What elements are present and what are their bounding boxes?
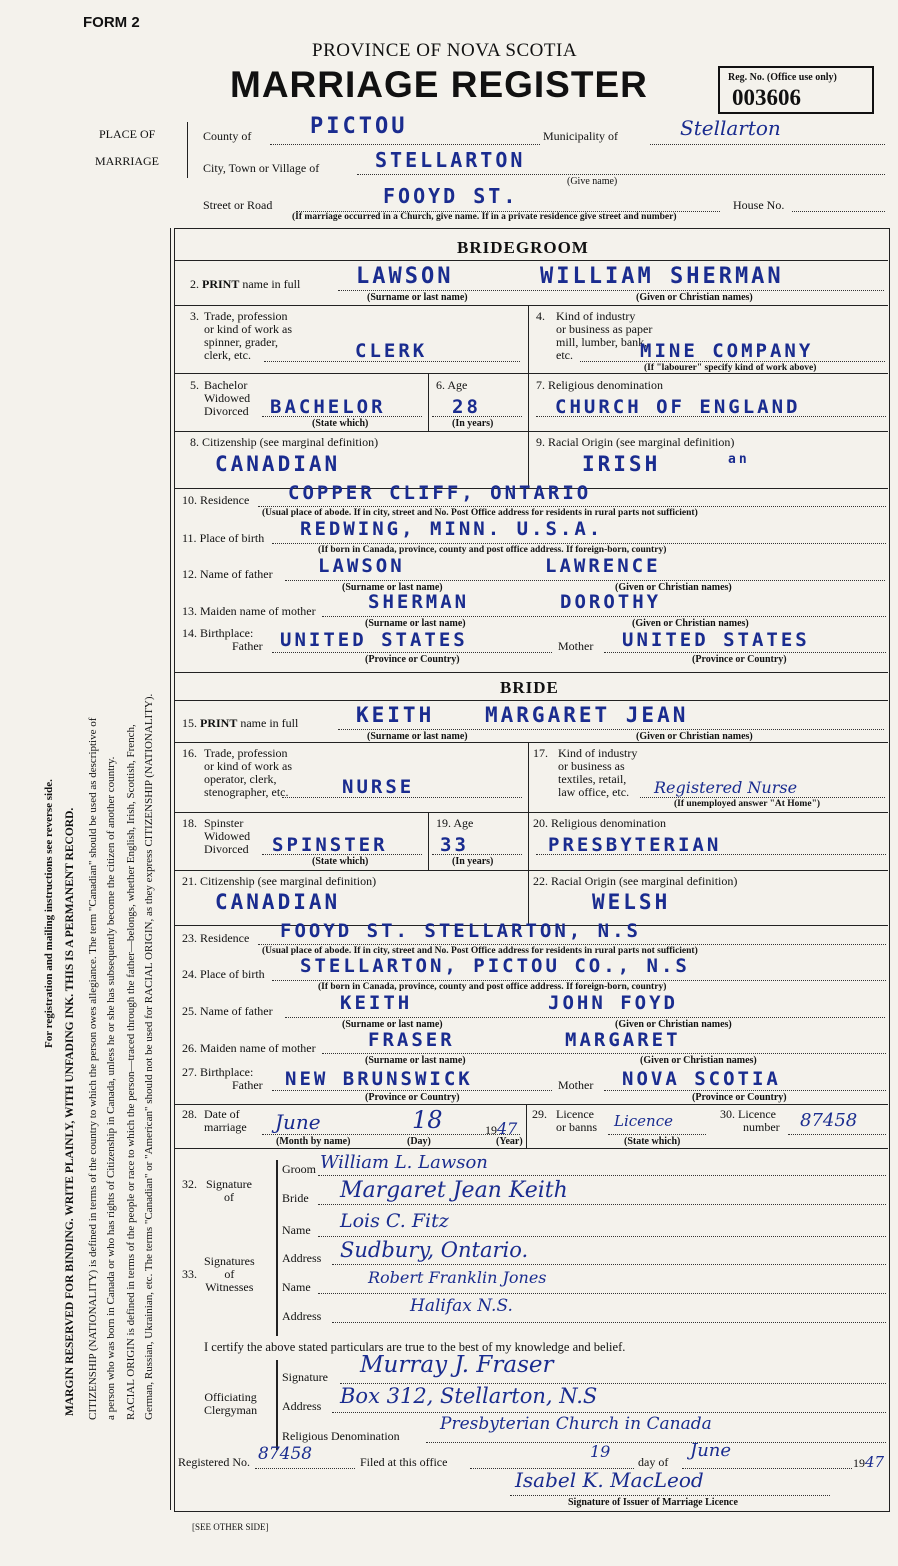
- witness-label-2: of: [224, 1267, 235, 1281]
- bride-mother-given: MARGARET: [565, 1029, 681, 1051]
- bride-mother-label: Maiden name of mother: [200, 1041, 316, 1055]
- bride-citizenship-num: 21.: [182, 874, 197, 888]
- bride-trade-l4: stenographer, etc.: [204, 785, 289, 799]
- w2-address: Halifax N.S.: [410, 1296, 513, 1316]
- groom-status-l1: Bachelor: [204, 378, 248, 392]
- groom-status-note: (State which): [312, 418, 369, 429]
- groom-residence-num: 10.: [182, 493, 197, 507]
- bride-given: MARGARET JEAN: [485, 703, 689, 727]
- sidebar-citizenship-1: CITIZENSHIP (NATIONALITY) is defined in terms of the country to which the person owes allegiance. The term "Canadian" should be used as descriptive of: [87, 717, 99, 1420]
- year-note: (Year): [496, 1136, 523, 1147]
- bride-trade-num: 16.: [182, 746, 197, 760]
- sig-label-1: Signature: [206, 1177, 252, 1191]
- filed-label: Filed at this office: [360, 1455, 448, 1469]
- form-number: FORM 2: [83, 14, 140, 31]
- bride-age-note: (In years): [452, 856, 494, 867]
- clergy-sig-label: Signature: [282, 1370, 328, 1384]
- marriage-year: 47: [497, 1119, 518, 1138]
- filed-month: June: [690, 1440, 732, 1461]
- bride-ind-l1: Kind of industry: [558, 746, 638, 760]
- filed-year: 47: [865, 1453, 885, 1471]
- groom-signature: William L. Lawson: [320, 1152, 488, 1173]
- groom-age-label: Age: [447, 378, 468, 392]
- bride-status-num: 18.: [182, 816, 197, 830]
- licence-label-1: Licence: [556, 1107, 594, 1121]
- bride-father-surname-note: (Surname or last name): [342, 1019, 443, 1030]
- w1-address-label: Address: [282, 1251, 322, 1265]
- licence-number-num: 30.: [720, 1107, 735, 1121]
- groom-race-num: 9.: [536, 435, 545, 449]
- groom-mother-given-note: (Given or Christian names): [632, 618, 749, 629]
- clergy-label-1: Officiating: [204, 1390, 257, 1404]
- place-note: (If marriage occurred in a Church, give name. If in a private residence give street and number): [292, 212, 677, 222]
- groom-religion: CHURCH OF ENGLAND: [555, 396, 801, 418]
- groom-religion-label: Religious denomination: [548, 378, 663, 392]
- groom-given-note: (Given or Christian names): [636, 292, 753, 303]
- groom-residence-label: Residence: [200, 493, 250, 507]
- w2-address-label: Address: [282, 1309, 322, 1323]
- bride-father-given: JOHN FOYD: [548, 992, 678, 1014]
- bride-age: 33: [440, 834, 469, 856]
- county-value: PICTOU: [310, 114, 408, 139]
- house-label: House No.: [733, 198, 785, 212]
- groom-age-num: 6.: [436, 378, 445, 392]
- clergy-denom-label: Religious Denomination: [282, 1429, 400, 1443]
- groom-citizenship: CANADIAN: [215, 452, 341, 476]
- bride-mother-given-note: (Given or Christian names): [640, 1055, 757, 1066]
- date-label-2: marriage: [204, 1120, 247, 1134]
- groom-bp-mother-note: (Province or Country): [692, 654, 787, 665]
- bride-father-surname: KEITH: [340, 992, 413, 1014]
- municipality-label: Municipality of: [543, 129, 618, 143]
- bride-pob-label: Place of birth: [200, 967, 265, 981]
- licence-number: 87458: [800, 1110, 858, 1131]
- groom-trade: CLERK: [355, 340, 428, 362]
- groom-ind-l1: Kind of industry: [556, 309, 636, 323]
- bride-name-num: 15.: [182, 716, 197, 730]
- sig-num: 32.: [182, 1177, 197, 1191]
- give-name-note: (Give name): [567, 176, 618, 187]
- registered-label: Registered No.: [178, 1455, 250, 1469]
- groom-heading: BRIDEGROOM: [457, 238, 589, 257]
- groom-ind-l4: etc.: [556, 348, 573, 362]
- certify-text: I certify the above stated particulars are true to the best of my knowledge and belief.: [204, 1340, 626, 1354]
- groom-residence: COPPER CLIFF, ONTARIO: [288, 482, 592, 504]
- groom-bp-mother-label: Mother: [558, 639, 594, 653]
- bride-trade: NURSE: [342, 776, 415, 798]
- bride-citizenship-label: Citizenship (see marginal definition): [200, 874, 377, 888]
- groom-status-num: 5.: [190, 378, 199, 392]
- bride-father-given-note: (Given or Christian names): [615, 1019, 732, 1030]
- sidebar-racial-2: German, Russian, Ukrainian, etc. The terms "Canadian" or "American" should not be used for RACIAL ORIGIN, as they express CITIZENSHIP (NATIONALITY).: [143, 693, 155, 1420]
- bride-status-note: (State which): [312, 856, 369, 867]
- w2-name-label: Name: [282, 1280, 311, 1294]
- pob-note: (If born in Canada, province, county and post office address. If foreign-born, country): [318, 545, 667, 555]
- province-heading: PROVINCE OF NOVA SCOTIA: [312, 40, 578, 61]
- reg-number-label: Reg. No. (Office use only): [728, 72, 837, 83]
- groom-sig-label: Groom: [282, 1162, 316, 1176]
- date-label-1: Date of: [204, 1107, 240, 1121]
- bride-ind-l3: textiles, retail,: [558, 772, 627, 786]
- groom-father-label: Name of father: [200, 567, 273, 581]
- groom-race: IRISH: [582, 452, 661, 476]
- sidebar-racial-1: RACIAL ORIGIN is defined in terms of the people or race to which the person—traced through the father—belongs, whether English, Irish, Scottish, French,: [125, 724, 137, 1420]
- bride-mother-num: 26.: [182, 1041, 197, 1055]
- groom-surname: LAWSON: [356, 264, 454, 289]
- groom-bp-father: UNITED STATES: [280, 629, 468, 651]
- bride-status-l3: Divorced: [204, 842, 249, 856]
- bride-surname: KEITH: [356, 703, 435, 727]
- groom-race-extra: an: [728, 452, 750, 467]
- groom-citizenship-num: 8.: [190, 435, 199, 449]
- sidebar-binding-note: MARGIN RESERVED FOR BINDING. WRITE PLAINLY, WITH UNFADING INK. THIS IS A PERMANENT RECORD.: [64, 807, 76, 1416]
- residence-note: (Usual place of abode. If in city, street and No. Post Office address for residents in rural parts not sufficient): [262, 508, 698, 518]
- street-value: FOOYD ST.: [383, 184, 519, 208]
- groom-age: 28: [452, 396, 481, 418]
- groom-ind-l3: mill, lumber, bank,: [556, 335, 648, 349]
- groom-mother-num: 13.: [182, 604, 197, 618]
- groom-trade-l4: clerk, etc.: [204, 348, 251, 362]
- clergy-address-label: Address: [282, 1399, 322, 1413]
- bride-bp-father: NEW BRUNSWICK: [285, 1068, 473, 1090]
- groom-trade-l3: spinner, grader,: [204, 335, 279, 349]
- date-num: 28.: [182, 1107, 197, 1121]
- municipality-value: Stellarton: [680, 116, 781, 140]
- groom-trade-l1: Trade, profession: [204, 309, 288, 323]
- groom-trade-num: 3.: [190, 309, 199, 323]
- groom-mother-given: DOROTHY: [560, 591, 662, 613]
- groom-pob: REDWING, MINN. U.S.A.: [300, 518, 604, 540]
- groom-mother-label: Maiden name of mother: [200, 604, 316, 618]
- place-label-1: PLACE OF: [99, 127, 156, 141]
- licence-num: 29.: [532, 1107, 547, 1121]
- groom-status-l3: Divorced: [204, 404, 249, 418]
- filed-day: 19: [590, 1442, 611, 1461]
- reg-number-box: [718, 66, 874, 114]
- licence-number-label-1: Licence: [738, 1107, 776, 1121]
- bride-birthplace-label: Birthplace:: [200, 1065, 254, 1079]
- groom-bp-father-note: (Province or Country): [365, 654, 460, 665]
- bride-mother-surname: FRASER: [368, 1029, 455, 1051]
- groom-status: BACHELOR: [270, 396, 386, 418]
- place-label-2: MARRIAGE: [95, 154, 160, 168]
- groom-age-note: (In years): [452, 418, 494, 429]
- bride-ind-l4: law office, etc.: [558, 785, 630, 799]
- see-other-side: [SEE OTHER SIDE]: [192, 1522, 269, 1532]
- groom-father-given: LAWRENCE: [545, 555, 661, 577]
- groom-father-num: 12.: [182, 567, 197, 581]
- bride-age-label: Age: [453, 816, 474, 830]
- bride-signature: Margaret Jean Keith: [340, 1178, 568, 1203]
- bride-industry: Registered Nurse: [654, 778, 798, 797]
- w1-address: Sudbury, Ontario.: [340, 1238, 529, 1262]
- bride-industry-note: (If unemployed answer "At Home"): [674, 799, 821, 809]
- groom-name-print: PRINT: [202, 277, 240, 291]
- groom-name-label: name in full: [242, 277, 301, 291]
- bride-residence: FOOYD ST. STELLARTON, N.S: [280, 920, 641, 942]
- bride-bp-father-label: Father: [232, 1078, 263, 1092]
- groom-race-label: Racial Origin (see marginal definition): [548, 435, 735, 449]
- bride-trade-l2: or kind of work as: [204, 759, 292, 773]
- groom-father-given-note: (Given or Christian names): [615, 582, 732, 593]
- clergy-signature: Murray J. Fraser: [360, 1352, 554, 1378]
- registered-number: 87458: [258, 1444, 313, 1464]
- bride-heading: BRIDE: [500, 678, 559, 697]
- bride-bp-father-note: (Province or Country): [365, 1092, 460, 1103]
- groom-mother-surname: SHERMAN: [368, 591, 470, 613]
- groom-citizenship-label: Citizenship (see marginal definition): [202, 435, 379, 449]
- witness-num: 33.: [182, 1267, 197, 1281]
- filed-day-label: day of: [638, 1455, 669, 1469]
- groom-bp-mother: UNITED STATES: [622, 629, 810, 651]
- bride-name-print: PRINT: [200, 716, 238, 730]
- day-note: (Day): [407, 1136, 431, 1147]
- groom-pob-num: 11.: [182, 531, 197, 545]
- bride-given-note: (Given or Christian names): [636, 731, 753, 742]
- groom-pob-label: Place of birth: [199, 531, 265, 545]
- w2-name: Robert Franklin Jones: [368, 1268, 547, 1287]
- issuer-signature: Isabel K. MacLeod: [515, 1468, 704, 1492]
- bride-pob: STELLARTON, PICTOU CO., N.S: [300, 955, 690, 977]
- bride-religion-num: 20.: [533, 816, 548, 830]
- licence-note: (State which): [624, 1136, 681, 1147]
- licence-type: Licence: [614, 1112, 673, 1130]
- licence-label-2: or banns: [556, 1120, 597, 1134]
- month-note: (Month by name): [276, 1136, 351, 1147]
- groom-father-surname-note: (Surname or last name): [342, 582, 443, 593]
- bride-race-label: Racial Origin (see marginal definition): [551, 874, 738, 888]
- city-label: City, Town or Village of: [203, 161, 320, 175]
- city-value: STELLARTON: [375, 148, 526, 172]
- groom-religion-num: 7.: [536, 378, 545, 392]
- licence-number-label-2: number: [743, 1120, 780, 1134]
- clergy-address: Box 312, Stellarton, N.S: [340, 1384, 598, 1408]
- groom-trade-l2: or kind of work as: [204, 322, 292, 336]
- bride-citizenship: CANADIAN: [215, 890, 341, 914]
- groom-mother-surname-note: (Surname or last name): [365, 618, 466, 629]
- groom-status-l2: Widowed: [204, 391, 251, 405]
- bride-mother-surname-note: (Surname or last name): [365, 1055, 466, 1066]
- groom-industry-note: (If "labourer" specify kind of work above): [644, 363, 817, 373]
- groom-birthplace-label: Birthplace:: [200, 626, 254, 640]
- bride-trade-l3: operator, clerk,: [204, 772, 277, 786]
- bride-residence-note: (Usual place of abode. If in city, street and No. Post Office address for residents in rural parts not sufficient): [262, 946, 698, 956]
- issuer-label: Signature of Issuer of Marriage Licence: [568, 1497, 738, 1508]
- w1-name: Lois C. Fitz: [340, 1210, 449, 1232]
- filed-year-prefix: 19: [853, 1456, 865, 1470]
- w1-name-label: Name: [282, 1223, 311, 1237]
- bride-status-l1: Spinster: [204, 816, 244, 830]
- bride-surname-note: (Surname or last name): [367, 731, 468, 742]
- bride-bp-mother-label: Mother: [558, 1078, 594, 1092]
- witness-label-3: Witnesses: [205, 1280, 254, 1294]
- witness-label-1: Signatures: [204, 1254, 255, 1268]
- bride-bp-mother-note: (Province or Country): [692, 1092, 787, 1103]
- marriage-year-prefix: 19: [485, 1123, 497, 1137]
- groom-given: WILLIAM SHERMAN: [540, 264, 784, 289]
- groom-birthplace-num: 14.: [182, 626, 197, 640]
- groom-bp-father-label: Father: [232, 639, 263, 653]
- bride-industry-num: 17.: [533, 746, 548, 760]
- reg-number-value: 003606: [732, 85, 801, 110]
- bride-birthplace-num: 27.: [182, 1065, 197, 1079]
- bride-ind-l2: or business as: [558, 759, 625, 773]
- clergy-label-2: Clergyman: [204, 1403, 258, 1417]
- bride-pob-note: (If born in Canada, province, county and post office address. If foreign-born, country): [318, 982, 667, 992]
- clergy-denomination: Presbyterian Church in Canada: [440, 1414, 712, 1434]
- groom-industry: MINE COMPANY: [640, 340, 814, 362]
- groom-father-surname: LAWSON: [318, 555, 405, 577]
- bride-religion: PRESBYTERIAN: [548, 834, 722, 856]
- street-label: Street or Road: [203, 198, 273, 212]
- bride-father-label: Name of father: [200, 1004, 273, 1018]
- bride-bp-mother: NOVA SCOTIA: [622, 1068, 781, 1090]
- page-title: MARRIAGE REGISTER: [230, 64, 648, 105]
- sig-label-2: of: [224, 1190, 234, 1204]
- county-label: County of: [203, 129, 252, 143]
- bride-trade-l1: Trade, profession: [204, 746, 288, 760]
- bride-pob-num: 24.: [182, 967, 197, 981]
- sidebar-citizenship-2: a person who was born in Canada or who has rights of Citizenship in Canada, unless he or she has subsequently become the citizen of another country.: [105, 756, 117, 1420]
- bride-status: SPINSTER: [272, 834, 388, 856]
- bride-residence-label: Residence: [200, 931, 250, 945]
- bride-religion-label: Religious denomination: [551, 816, 666, 830]
- groom-name-num: 2.: [190, 277, 199, 291]
- bride-father-num: 25.: [182, 1004, 197, 1018]
- sidebar-instructions: For registration and mailing instructions see reverse side.: [43, 779, 55, 1048]
- bride-race-num: 22.: [533, 874, 548, 888]
- bride-status-l2: Widowed: [204, 829, 251, 843]
- bride-sig-label: Bride: [282, 1191, 309, 1205]
- bride-residence-num: 23.: [182, 931, 197, 945]
- bride-name-label: name in full: [240, 716, 299, 730]
- groom-ind-l2: or business as paper: [556, 322, 653, 336]
- bride-age-num: 19.: [436, 816, 451, 830]
- marriage-month: June: [275, 1110, 321, 1134]
- bride-race: WELSH: [592, 890, 671, 914]
- marriage-day: 18: [412, 1106, 443, 1134]
- groom-industry-num: 4.: [536, 309, 545, 323]
- groom-surname-note: (Surname or last name): [367, 292, 468, 303]
